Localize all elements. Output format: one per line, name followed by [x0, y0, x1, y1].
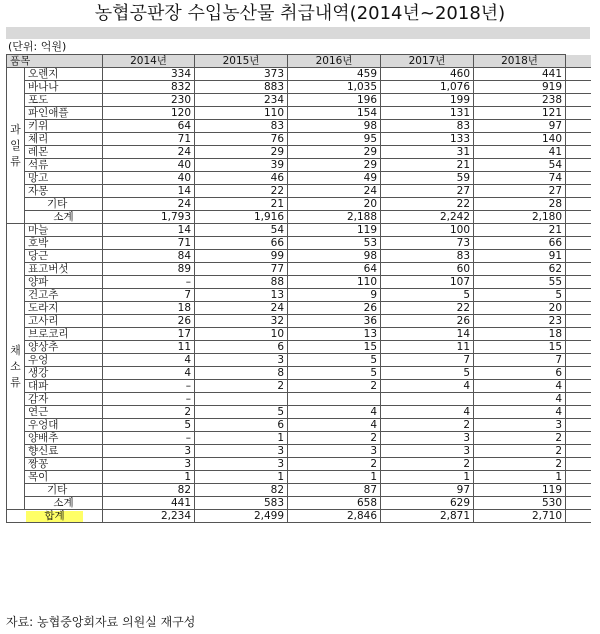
item-name: 향신료 [25, 445, 103, 458]
value-cell: 77 [195, 263, 288, 276]
value-cell: 66 [474, 237, 566, 250]
value-cell: 32 [195, 315, 288, 328]
value-cell: 11 [103, 341, 195, 354]
item-name: 짱꽁 [25, 458, 103, 471]
value-cell: 8 [195, 367, 288, 380]
value-cell: 6 [195, 341, 288, 354]
value-cell: 15 [474, 341, 566, 354]
total-value: 2,846 [288, 510, 381, 523]
table-row [7, 380, 591, 393]
table-row [7, 315, 591, 328]
subtotal-value: 629 [381, 497, 474, 510]
value-cell: 64 [103, 120, 195, 133]
value-cell: 919 [474, 81, 566, 94]
value-cell: 3 [288, 445, 381, 458]
value-cell: 234 [195, 94, 288, 107]
spacer-cell [566, 94, 591, 107]
value-cell: 107 [381, 276, 474, 289]
title-underline-bar [6, 27, 590, 39]
subtotal-value: 1,793 [103, 211, 195, 224]
value-cell: 14 [381, 328, 474, 341]
table-row [7, 263, 591, 276]
value-cell: 13 [288, 328, 381, 341]
value-cell: 7 [381, 354, 474, 367]
item-name: 건고추 [25, 289, 103, 302]
value-cell: 4 [474, 406, 566, 419]
value-cell: 119 [474, 484, 566, 497]
subtotal-row [7, 497, 591, 510]
value-cell: 4 [288, 406, 381, 419]
value-cell: 26 [103, 315, 195, 328]
header-year: 2014년 [103, 55, 195, 68]
value-cell: 2 [288, 432, 381, 445]
value-cell: 26 [381, 315, 474, 328]
spacer-cell [566, 146, 591, 159]
value-cell: 1 [195, 471, 288, 484]
spacer-cell [566, 432, 591, 445]
value-cell: 1 [288, 471, 381, 484]
unit-label: (단위: 억원) [8, 40, 67, 53]
item-name: 우엉대 [25, 419, 103, 432]
value-cell: 88 [195, 276, 288, 289]
spacer-cell [566, 484, 591, 497]
spacer-cell [566, 458, 591, 471]
value-cell: 23 [474, 315, 566, 328]
value-cell: 119 [288, 224, 381, 237]
item-name: 고사리 [25, 315, 103, 328]
spacer-cell [566, 445, 591, 458]
spacer-cell [566, 224, 591, 237]
header-year: 2018년 [474, 55, 566, 68]
spacer-cell [566, 497, 591, 510]
value-cell: 31 [381, 146, 474, 159]
value-cell: 20 [288, 198, 381, 211]
table-row [7, 159, 591, 172]
table-row [7, 94, 591, 107]
value-cell: 100 [381, 224, 474, 237]
value-cell: 54 [474, 159, 566, 172]
subtotal-value: 658 [288, 497, 381, 510]
value-cell: 83 [381, 120, 474, 133]
value-cell: 39 [195, 159, 288, 172]
spacer-cell [566, 68, 591, 81]
item-name: 표고버섯 [25, 263, 103, 276]
value-cell: 4 [474, 393, 566, 406]
value-cell: 2 [195, 380, 288, 393]
value-cell: 82 [195, 484, 288, 497]
value-cell: 76 [195, 133, 288, 146]
value-cell: 1,076 [381, 81, 474, 94]
total-label: 합계 [26, 511, 82, 522]
value-cell: – [103, 276, 195, 289]
subtotal-label: 소계 [25, 211, 103, 224]
table-row [7, 328, 591, 341]
spacer-cell [566, 302, 591, 315]
table-row [7, 185, 591, 198]
value-cell: 6 [195, 419, 288, 432]
item-name: 파인애플 [25, 107, 103, 120]
item-name: 생강 [25, 367, 103, 380]
value-cell: 2 [288, 380, 381, 393]
value-cell: 7 [103, 289, 195, 302]
page-title: 농협공판장 수입농산물 취급내역(2014년~2018년) [94, 3, 506, 24]
value-cell: 3 [381, 432, 474, 445]
spacer-cell [566, 367, 591, 380]
spacer-cell [566, 406, 591, 419]
item-name: 자몽 [25, 185, 103, 198]
value-cell: 230 [103, 94, 195, 107]
table-row [7, 419, 591, 432]
value-cell: 29 [195, 146, 288, 159]
value-cell: 4 [288, 419, 381, 432]
spacer-cell [566, 237, 591, 250]
table-row [7, 484, 591, 497]
value-cell: 140 [474, 133, 566, 146]
table-row [7, 133, 591, 146]
value-cell: 14 [103, 224, 195, 237]
value-cell: 41 [474, 146, 566, 159]
value-cell: – [103, 380, 195, 393]
value-cell: 18 [474, 328, 566, 341]
item-name: 오렌지 [25, 68, 103, 81]
value-cell: 98 [288, 120, 381, 133]
item-name: 기타 [25, 198, 103, 211]
value-cell: 1 [195, 432, 288, 445]
item-name: 바나나 [25, 81, 103, 94]
value-cell: 22 [381, 198, 474, 211]
value-cell: 21 [474, 224, 566, 237]
spacer-cell [566, 354, 591, 367]
value-cell: 3 [195, 445, 288, 458]
item-name: 목이 [25, 471, 103, 484]
subtotal-value: 530 [474, 497, 566, 510]
value-cell: 83 [381, 250, 474, 263]
table-row [7, 432, 591, 445]
value-cell: 22 [381, 302, 474, 315]
value-cell [288, 393, 381, 406]
value-cell: 131 [381, 107, 474, 120]
spacer-cell [566, 159, 591, 172]
value-cell: 40 [103, 159, 195, 172]
table-row [7, 120, 591, 133]
table-row [7, 276, 591, 289]
spacer-cell [566, 380, 591, 393]
spacer-cell [566, 393, 591, 406]
value-cell: 2 [474, 432, 566, 445]
value-cell: 7 [474, 354, 566, 367]
value-cell: 13 [195, 289, 288, 302]
item-name: 포도 [25, 94, 103, 107]
value-cell: 28 [474, 198, 566, 211]
item-name: 양파 [25, 276, 103, 289]
value-cell: 460 [381, 68, 474, 81]
value-cell: 2 [381, 419, 474, 432]
value-cell: 36 [288, 315, 381, 328]
table-row [7, 302, 591, 315]
value-cell: 1 [103, 471, 195, 484]
subtotal-value: 441 [103, 497, 195, 510]
value-cell: 3 [195, 458, 288, 471]
value-cell: 5 [195, 406, 288, 419]
spacer-cell [566, 328, 591, 341]
total-row [7, 510, 591, 523]
table-row [7, 172, 591, 185]
spacer-cell [566, 276, 591, 289]
value-cell: 84 [103, 250, 195, 263]
value-cell: 62 [474, 263, 566, 276]
spacer-cell [566, 289, 591, 302]
value-cell: 22 [195, 185, 288, 198]
value-cell: 26 [288, 302, 381, 315]
value-cell: 40 [103, 172, 195, 185]
table-row [7, 107, 591, 120]
item-name: 도라지 [25, 302, 103, 315]
spacer-cell [566, 471, 591, 484]
item-name: 기타 [25, 484, 103, 497]
table-row [7, 354, 591, 367]
value-cell: 89 [103, 263, 195, 276]
value-cell: 54 [195, 224, 288, 237]
value-cell: 4 [381, 406, 474, 419]
value-cell: 87 [288, 484, 381, 497]
value-cell: 5 [288, 367, 381, 380]
spacer-cell [566, 81, 591, 94]
table-row [7, 393, 591, 406]
value-cell: 4 [103, 354, 195, 367]
value-cell: – [103, 393, 195, 406]
value-cell: 154 [288, 107, 381, 120]
value-cell: 53 [288, 237, 381, 250]
subtotal-value: 2,188 [288, 211, 381, 224]
table-row [7, 146, 591, 159]
value-cell: 49 [288, 172, 381, 185]
value-cell: 60 [381, 263, 474, 276]
item-name: 마늘 [25, 224, 103, 237]
value-cell: 59 [381, 172, 474, 185]
item-name: 망고 [25, 172, 103, 185]
value-cell: 2 [474, 445, 566, 458]
value-cell: 71 [103, 237, 195, 250]
subtotal-value: 1,916 [195, 211, 288, 224]
source-note: 자료: 농협중앙회자료 의원실 재구성 [6, 615, 196, 629]
value-cell: 133 [381, 133, 474, 146]
spacer-cell [566, 172, 591, 185]
value-cell: 4 [103, 367, 195, 380]
spacer-cell [566, 120, 591, 133]
value-cell: 64 [288, 263, 381, 276]
table-row [7, 198, 591, 211]
spacer-cell [566, 198, 591, 211]
value-cell: 24 [195, 302, 288, 315]
value-cell: 46 [195, 172, 288, 185]
table-row [7, 68, 591, 81]
category-text: 채소류 [10, 343, 21, 389]
value-cell: 95 [288, 133, 381, 146]
value-cell: 24 [288, 185, 381, 198]
table-row [7, 250, 591, 263]
value-cell: 27 [474, 185, 566, 198]
value-cell: 459 [288, 68, 381, 81]
total-value: 2,871 [381, 510, 474, 523]
value-cell: 99 [195, 250, 288, 263]
table-row [7, 289, 591, 302]
spacer-cell [566, 341, 591, 354]
value-cell: 73 [381, 237, 474, 250]
item-name: 레몬 [25, 146, 103, 159]
value-cell: 883 [195, 81, 288, 94]
category-label [7, 224, 25, 510]
value-cell: 2 [288, 458, 381, 471]
spacer-cell [566, 250, 591, 263]
header-item: 품목 [7, 55, 103, 68]
table-row [7, 445, 591, 458]
spacer-cell [566, 185, 591, 198]
value-cell: 5 [381, 289, 474, 302]
value-cell: 110 [195, 107, 288, 120]
spacer-cell [566, 55, 591, 68]
value-cell: – [103, 432, 195, 445]
value-cell: 29 [288, 146, 381, 159]
data-table [6, 54, 591, 523]
category-text: 과일류 [10, 122, 21, 168]
value-cell: 373 [195, 68, 288, 81]
subtotal-value: 2,180 [474, 211, 566, 224]
header-row [7, 55, 591, 68]
value-cell: 55 [474, 276, 566, 289]
value-cell: 2 [381, 458, 474, 471]
spacer-cell [566, 315, 591, 328]
subtotal-row [7, 211, 591, 224]
header-year: 2016년 [288, 55, 381, 68]
value-cell: 24 [103, 146, 195, 159]
header-year: 2015년 [195, 55, 288, 68]
value-cell: 18 [103, 302, 195, 315]
table-row [7, 341, 591, 354]
value-cell: 3 [103, 458, 195, 471]
value-cell: 27 [381, 185, 474, 198]
value-cell: 15 [288, 341, 381, 354]
item-name: 대파 [25, 380, 103, 393]
total-value: 2,499 [195, 510, 288, 523]
value-cell: 199 [381, 94, 474, 107]
item-name: 키위 [25, 120, 103, 133]
total-value: 2,710 [474, 510, 566, 523]
value-cell: 2 [103, 406, 195, 419]
value-cell: 4 [474, 380, 566, 393]
value-cell: 3 [381, 445, 474, 458]
subtotal-value: 2,242 [381, 211, 474, 224]
item-name: 감자 [25, 393, 103, 406]
value-cell: 441 [474, 68, 566, 81]
value-cell: 110 [288, 276, 381, 289]
value-cell: 17 [103, 328, 195, 341]
value-cell: 3 [195, 354, 288, 367]
value-cell: 4 [381, 380, 474, 393]
total-value: 2,234 [103, 510, 195, 523]
value-cell: 21 [381, 159, 474, 172]
item-name: 양배추 [25, 432, 103, 445]
value-cell: 20 [474, 302, 566, 315]
value-cell: 14 [103, 185, 195, 198]
value-cell: 91 [474, 250, 566, 263]
item-name: 당근 [25, 250, 103, 263]
value-cell: 29 [288, 159, 381, 172]
value-cell: 71 [103, 133, 195, 146]
subtotal-label: 소계 [25, 497, 103, 510]
value-cell: 98 [288, 250, 381, 263]
value-cell: 832 [103, 81, 195, 94]
value-cell: 121 [474, 107, 566, 120]
spacer-cell [566, 510, 591, 523]
value-cell: 83 [195, 120, 288, 133]
item-name: 연근 [25, 406, 103, 419]
value-cell: 1,035 [288, 81, 381, 94]
value-cell: 1 [474, 471, 566, 484]
value-cell: 3 [103, 445, 195, 458]
value-cell: 5 [381, 367, 474, 380]
value-cell: 10 [195, 328, 288, 341]
spacer-cell [566, 133, 591, 146]
value-cell: 82 [103, 484, 195, 497]
item-name: 브로코리 [25, 328, 103, 341]
value-cell: 66 [195, 237, 288, 250]
value-cell: 9 [288, 289, 381, 302]
subtotal-value: 583 [195, 497, 288, 510]
value-cell: 5 [103, 419, 195, 432]
value-cell: 196 [288, 94, 381, 107]
value-cell: 74 [474, 172, 566, 185]
value-cell: 5 [474, 289, 566, 302]
value-cell: 6 [474, 367, 566, 380]
value-cell: 11 [381, 341, 474, 354]
table-row [7, 237, 591, 250]
value-cell: 5 [288, 354, 381, 367]
item-name: 호박 [25, 237, 103, 250]
value-cell: 334 [103, 68, 195, 81]
spacer-cell [566, 263, 591, 276]
table-row [7, 406, 591, 419]
value-cell [195, 393, 288, 406]
value-cell: 2 [474, 458, 566, 471]
total-label-cell [7, 510, 103, 523]
spacer-cell [566, 211, 591, 224]
value-cell: 97 [381, 484, 474, 497]
value-cell: 120 [103, 107, 195, 120]
item-name: 양상추 [25, 341, 103, 354]
value-cell: 24 [103, 198, 195, 211]
item-name: 체리 [25, 133, 103, 146]
value-cell: 238 [474, 94, 566, 107]
spacer-cell [566, 419, 591, 432]
value-cell [381, 393, 474, 406]
header-year: 2017년 [381, 55, 474, 68]
table-row [7, 458, 591, 471]
value-cell: 21 [195, 198, 288, 211]
spacer-cell [566, 107, 591, 120]
table-row [7, 471, 591, 484]
value-cell: 1 [381, 471, 474, 484]
table-row [7, 81, 591, 94]
value-cell: 97 [474, 120, 566, 133]
item-name: 석류 [25, 159, 103, 172]
category-label [7, 68, 25, 224]
table-row [7, 224, 591, 237]
table-row [7, 367, 591, 380]
item-name: 우엉 [25, 354, 103, 367]
value-cell: 3 [474, 419, 566, 432]
